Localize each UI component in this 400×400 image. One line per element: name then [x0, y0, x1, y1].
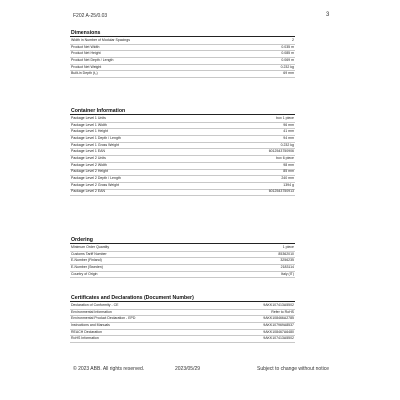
- ordering-table: [70, 245, 295, 278]
- container-information-section: [70, 108, 295, 196]
- row-label: REACH Declaration: [71, 329, 102, 334]
- row-value: 98 mm: [283, 162, 294, 167]
- row-label: Environmental Product Declaration - EPD: [71, 316, 136, 321]
- row-label: Package Level 1 Units: [71, 115, 106, 120]
- footer-date: 2023/05/29: [175, 366, 201, 372]
- row-label: Product Net Height: [71, 51, 101, 56]
- row-value: Italy (IT): [281, 271, 294, 276]
- table-row: [70, 245, 295, 252]
- row-label: RoHS Information: [71, 336, 99, 341]
- container-information-table: [70, 116, 295, 196]
- certificates-table: [70, 303, 295, 343]
- table-row: [70, 272, 295, 279]
- table-row: [70, 45, 295, 52]
- table-row: [70, 65, 295, 72]
- row-label: Customs Tariff Number: [71, 251, 107, 256]
- row-label: Built-in Depth (t₂): [71, 71, 98, 76]
- row-value: 9AKK108466A2785: [263, 316, 294, 321]
- row-value: box 1 piece: [276, 115, 294, 120]
- row-label: Package Level 2 EAN: [71, 189, 106, 194]
- row-label: Package Level 1 EAN: [71, 149, 106, 154]
- table-row: [70, 330, 295, 337]
- row-label: Product Net Weight: [71, 64, 102, 69]
- row-value: 85 mm: [283, 169, 294, 174]
- row-label: E-Number (Finland): [71, 258, 102, 263]
- row-label: Package Level 2 Width: [71, 162, 107, 167]
- row-value: 94 mm: [283, 135, 294, 140]
- table-row: [70, 58, 295, 65]
- disclaimer-text: Subject to change without notice: [257, 366, 329, 372]
- table-row: [70, 190, 295, 197]
- row-label: Package Level 2 Gross Weight: [71, 182, 119, 187]
- table-row: [70, 303, 295, 310]
- row-label: Width in Number of Modular Spacings: [71, 37, 130, 42]
- row-label: Environmental Information: [71, 309, 112, 314]
- section-title: Dimensions: [70, 30, 295, 37]
- row-label: E-Number (Sweden): [71, 264, 103, 269]
- certificates-section: [70, 295, 295, 343]
- table-row: [70, 252, 295, 259]
- table-row: [70, 156, 295, 163]
- row-label: Package Level 1 Height: [71, 129, 108, 134]
- document-id: F202 A-25/0.03: [73, 13, 108, 19]
- row-value: 9AKK108467A6480: [263, 329, 294, 334]
- section-title: Certificates and Declarations (Document Number): [70, 295, 295, 302]
- dimensions-section: [70, 30, 295, 78]
- row-value: 6012543750913: [268, 189, 294, 194]
- row-value: 6012543750906: [268, 149, 294, 154]
- table-row: [70, 323, 295, 330]
- row-label: Product Net Depth / Length: [71, 57, 114, 62]
- row-value: 0.085 m: [281, 51, 294, 56]
- row-value: Refer to RoHS: [271, 309, 294, 314]
- row-label: Package Level 1 Depth / Length: [71, 135, 121, 140]
- row-value: 41 mm: [283, 129, 294, 134]
- row-value: 85362010: [278, 251, 294, 256]
- row-value: 1394 g: [283, 182, 294, 187]
- row-value: 0.069 m: [281, 57, 294, 62]
- dimensions-table: [70, 38, 295, 78]
- row-value: 96 mm: [283, 122, 294, 127]
- row-label: Declaration of Conformity - CE: [71, 302, 119, 307]
- row-label: Package Level 2 Height: [71, 169, 108, 174]
- copyright-text: © 2023 ABB. All rights reserved.: [73, 366, 145, 372]
- row-value: 69 mm: [283, 71, 294, 76]
- table-row: [70, 71, 295, 78]
- row-label: Package Level 1 Width: [71, 122, 107, 127]
- table-row: [70, 265, 295, 272]
- page-footer: [0, 366, 400, 376]
- row-label: Package Level 2 Units: [71, 156, 106, 161]
- section-title: Container Information: [70, 108, 295, 115]
- row-value: 0.232 kg: [280, 142, 294, 147]
- section-title: Ordering: [70, 237, 295, 244]
- row-label: Package Level 2 Depth / Length: [71, 176, 121, 181]
- ordering-section: [70, 237, 295, 278]
- table-row: [70, 336, 295, 343]
- row-value: 0.232 kg: [280, 64, 294, 69]
- table-row: [70, 38, 295, 45]
- page-header: [0, 0, 400, 24]
- page-number: 3: [326, 12, 330, 18]
- row-label: Country of Origin: [71, 271, 98, 276]
- table-row: [70, 136, 295, 143]
- table-row: [70, 176, 295, 183]
- row-value: 9AKK107969A8537: [263, 322, 294, 327]
- table-row: [70, 116, 295, 123]
- row-value: 2: [292, 37, 294, 42]
- row-value: 0.035 m: [281, 44, 294, 49]
- row-value: 9AKK107413A5502: [263, 302, 294, 307]
- row-value: 2183114: [280, 264, 294, 269]
- row-label: Instructions and Manuals: [71, 322, 110, 327]
- row-value: box 6 piece: [276, 156, 294, 161]
- row-label: Product Net Width: [71, 44, 100, 49]
- row-label: Minimum Order Quantity: [71, 244, 110, 249]
- row-value: 9AKK107413A5502: [263, 336, 294, 341]
- row-value: 1 piece: [282, 244, 294, 249]
- row-label: Package Level 1 Gross Weight: [71, 142, 119, 147]
- table-row: [70, 258, 295, 265]
- row-value: 3256235: [280, 258, 294, 263]
- row-value: 240 mm: [281, 176, 294, 181]
